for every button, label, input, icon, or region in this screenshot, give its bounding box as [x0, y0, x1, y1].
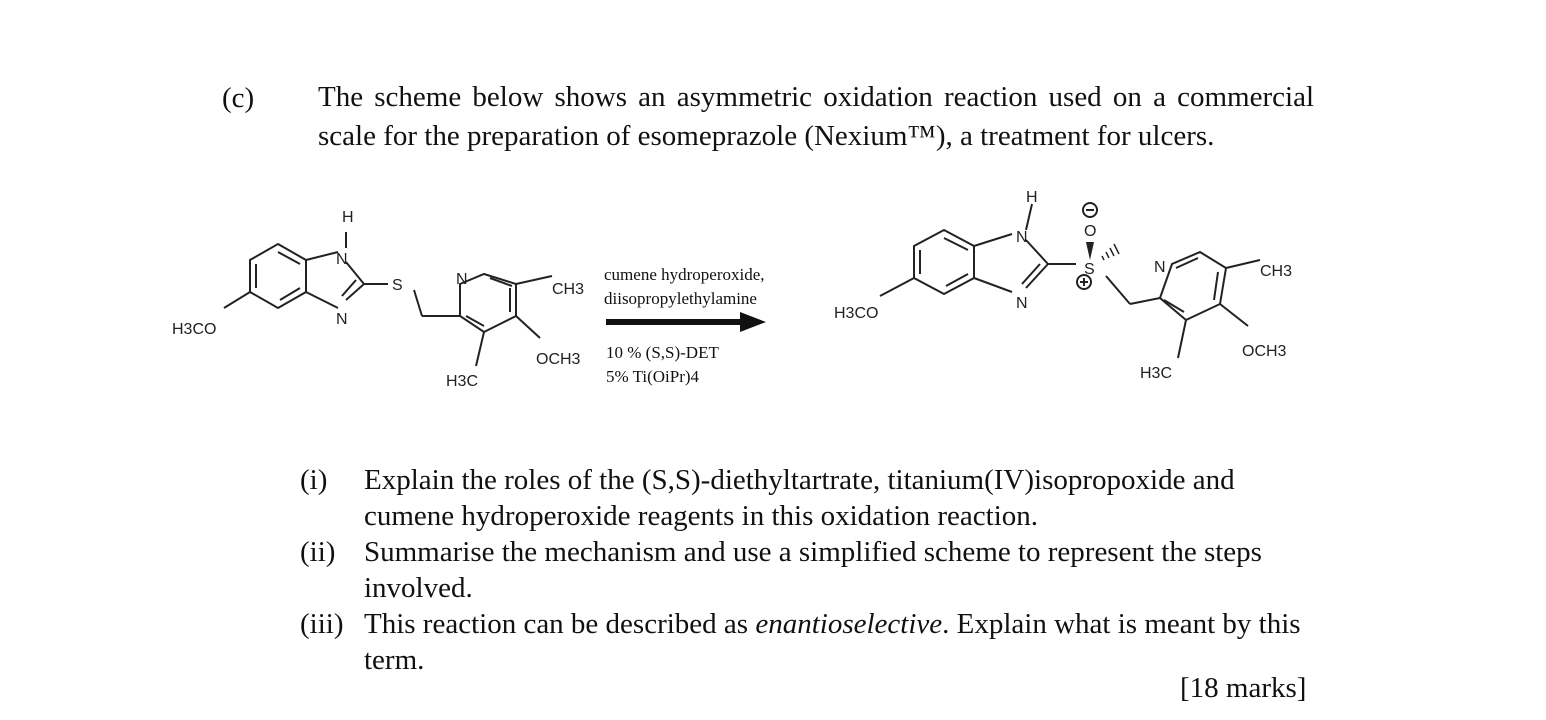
product-o-label: O [1084, 223, 1097, 240]
reactant-ch3-label: CH3 [552, 281, 585, 298]
product-ch3-label: CH3 [1260, 263, 1293, 280]
product-n-bottom-label: N [1016, 295, 1028, 312]
reactant-n-bottom-label: N [336, 311, 348, 328]
marks-label: [18 marks] [1180, 672, 1307, 704]
reactant-n-pyridine-label: N [456, 271, 468, 288]
question-list [300, 462, 1320, 678]
question-number: (ii) [300, 536, 336, 568]
product-n-pyridine-label: N [1154, 259, 1166, 276]
condition-below-2: 5% Ti(OiPr)4 [606, 367, 700, 386]
reaction-scheme [160, 180, 1340, 410]
reactant-och3-label: OCH3 [536, 351, 581, 368]
question-number: (iii) [300, 608, 344, 640]
condition-above-1: cumene hydroperoxide, [604, 265, 765, 284]
reactant-s-label: S [392, 277, 403, 294]
product-n-top-label: N [1016, 229, 1028, 246]
part-label: (c) [222, 82, 255, 114]
reactant-h-label: H [342, 209, 354, 226]
question-number: (i) [300, 464, 328, 496]
question-text: Explain the roles of the (S,S)-diethyltartrate, titanium(IV)isopropoxide and cumene hydroperoxide reagents in this oxidation reaction. [364, 464, 1235, 532]
question-text: Summarise the mechanism and use a simplified scheme to represent the steps involved. [364, 536, 1262, 604]
product-och3-label: OCH3 [1242, 343, 1287, 360]
reaction-arrow-head [740, 312, 766, 332]
condition-above-2: diisopropylethylamine [604, 289, 757, 308]
product-h3c-label: H3C [1140, 365, 1173, 382]
product-h3co-label: H3CO [834, 305, 879, 322]
product-s-label: S [1084, 261, 1095, 278]
question-italic-term: enantioselective [755, 608, 943, 640]
question-text-start: This reaction can be described as [364, 608, 756, 640]
product-h-label: H [1026, 189, 1038, 206]
reactant-h3c-label: H3C [446, 373, 479, 390]
question-text [364, 606, 1320, 678]
question-item [300, 606, 1320, 678]
product-so-wedge [1086, 242, 1094, 260]
intro-paragraph: The scheme below shows an asymmetric oxidation reaction used on a commercial scale for the preparation of esomeprazole (Nexium™), a treatment for ulcers. [318, 81, 1314, 152]
question-text-end: . Explain what is meant by this term. [364, 608, 1301, 676]
reactant-h3co-label: H3CO [172, 321, 217, 338]
condition-below-1: 10 % (S,S)-DET [606, 343, 719, 362]
reactant-n-top-label: N [336, 251, 348, 268]
reaction-scheme-drawing [160, 180, 1340, 410]
question-item [300, 462, 1320, 534]
question-item [300, 534, 1320, 606]
